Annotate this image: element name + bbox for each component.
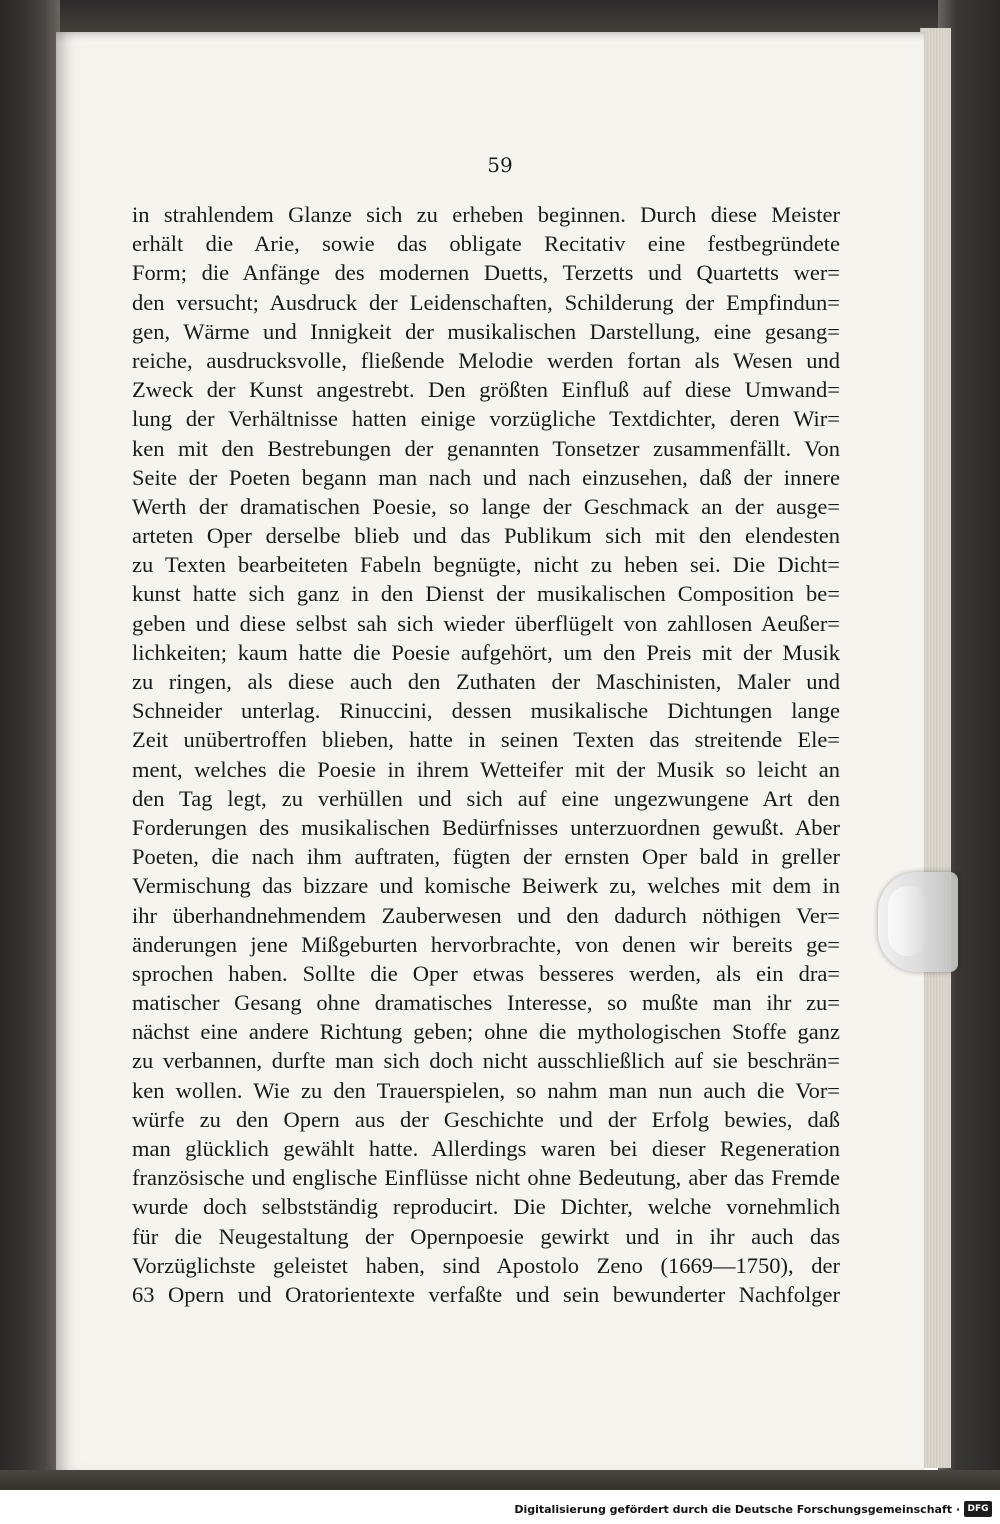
body-text [132,200,840,1309]
text-line: Vorzüglichste geleistet haben, sind Apostolo Zeno (1669—1750), der [132,1252,840,1278]
text-line: Seite der Poeten begann man nach und nach einzusehen, daß der innere [132,464,840,490]
text-line: matischer Gesang ohne dramatisches Interesse, so mußte man ihr zu= [132,990,840,1016]
text-line: ment, welches die Poesie in ihrem Wetteifer mit der Musik so leicht an [132,756,840,782]
text-line: zu verbannen, durfte man sich doch nicht ausschließlich auf sie beschrän= [132,1048,840,1074]
text-line: Poeten, die nach ihm auftraten, fügten der ernsten Oper bald in greller [132,844,840,870]
text-line: zu ringen, als diese auch den Zuthaten der Maschinisten, Maler und [132,669,840,694]
text-line: den Tag legt, zu verhüllen und sich auf eine ungezwungene Art den [132,785,840,811]
text-line: Form; die Anfänge des modernen Duetts, Terzetts und Quartetts wer= [132,260,840,286]
text-line: wurde doch selbstständig reproducirt. Die Dichter, welche vornehmlich [132,1194,840,1220]
text-line: Zweck der Kunst angestrebt. Den größten Einfluß auf diese Umwand= [132,377,840,403]
dfg-logo-icon: DFG [964,1501,992,1517]
text-line: man glücklich gewählt hatte. Allerdings waren bei dieser Regeneration [132,1136,840,1161]
text-line: geben und diese selbst sah sich wieder überflügelt von zahllosen Aeußer= [132,610,840,636]
book-bottom-edge [0,1470,1000,1490]
text-line: sprochen haben. Sollte die Oper etwas besseres werden, als ein dra= [132,960,840,986]
text-line: ken mit den Bestrebungen der genannten Tonsetzer zusammenfällt. Von [132,435,840,461]
text-line: in strahlendem Glanze sich zu erheben beginnen. Durch diese Meister [132,202,840,227]
text-line: französische und englische Einflüsse nicht ohne Bedeutung, aber das Fremde [132,1165,840,1191]
text-line: Schneider unterlag. Rinuccini, dessen musikalische Dichtungen lange [132,698,840,724]
text-line: nächst eine andere Richtung geben; ohne die mythologischen Stoffe ganz [132,1019,840,1045]
text-line: den versucht; Ausdruck der Leidenschaften, Schilderung der Empfindun= [132,289,840,315]
text-line: änderungen jene Mißgeburten hervorbrachte, von denen wir bereits ge= [132,931,840,957]
text-line: für die Neugestaltung der Opernpoesie gewirkt und in ihr auch das [132,1223,840,1249]
text-line: Zeit unübertroffen blieben, hatte in seinen Texten das streitende Ele= [132,727,840,753]
book-spine [0,0,60,1490]
page-clip-icon [878,872,958,972]
text-line: gen, Wärme und Innigkeit der musikalischen Darstellung, eine gesang= [132,318,840,344]
text-line: kunst hatte sich ganz in den Dienst der musikalischen Composition be= [132,581,840,607]
text-line: Forderungen des musikalischen Bedürfnisses unterzuordnen gewußt. Aber [132,814,840,840]
page-stack-edge [920,28,951,1468]
text-line: reiche, ausdrucksvolle, fließende Melodie werden fortan als Wesen und [132,347,840,373]
text-line: Vermischung das bizzare und komische Beiwerk zu, welches mit dem in [132,873,840,899]
text-line: zu Texten bearbeiteten Fabeln begnügte, nicht zu heben sei. Die Dicht= [132,552,840,578]
page-number: 59 [487,153,513,177]
digitization-credit: Digitalisierung gefördert durch die Deutsche Forschungsgemeinschaft · [514,1503,960,1516]
text-line: lichkeiten; kaum hatte die Poesie aufgehört, um den Preis mit der Musik [132,639,840,665]
text-line: Werth der dramatischen Poesie, so lange der Geschmack an der ausge= [132,493,840,519]
text-line: würfe zu den Opern aus der Geschichte und der Erfolg bewies, daß [132,1106,840,1132]
text-line: arteten Oper derselbe blieb und das Publikum sich mit den elendesten [132,523,840,549]
text-line: ihr überhandnehmendem Zauberwesen und den dadurch nöthigen Ver= [132,902,840,928]
text-line: ken wollen. Wie zu den Trauerspielen, so nahm man nun auch die Vor= [132,1077,840,1103]
text-line: 63 Opern und Oratorientexte verfaßte und sein bewunderter Nachfolger [132,1281,840,1307]
text-line: erhält die Arie, sowie das obligate Recitativ eine festbegründete [132,231,840,257]
text-line: lung der Verhältnisse hatten einige vorzügliche Textdichter, deren Wir= [132,406,840,432]
